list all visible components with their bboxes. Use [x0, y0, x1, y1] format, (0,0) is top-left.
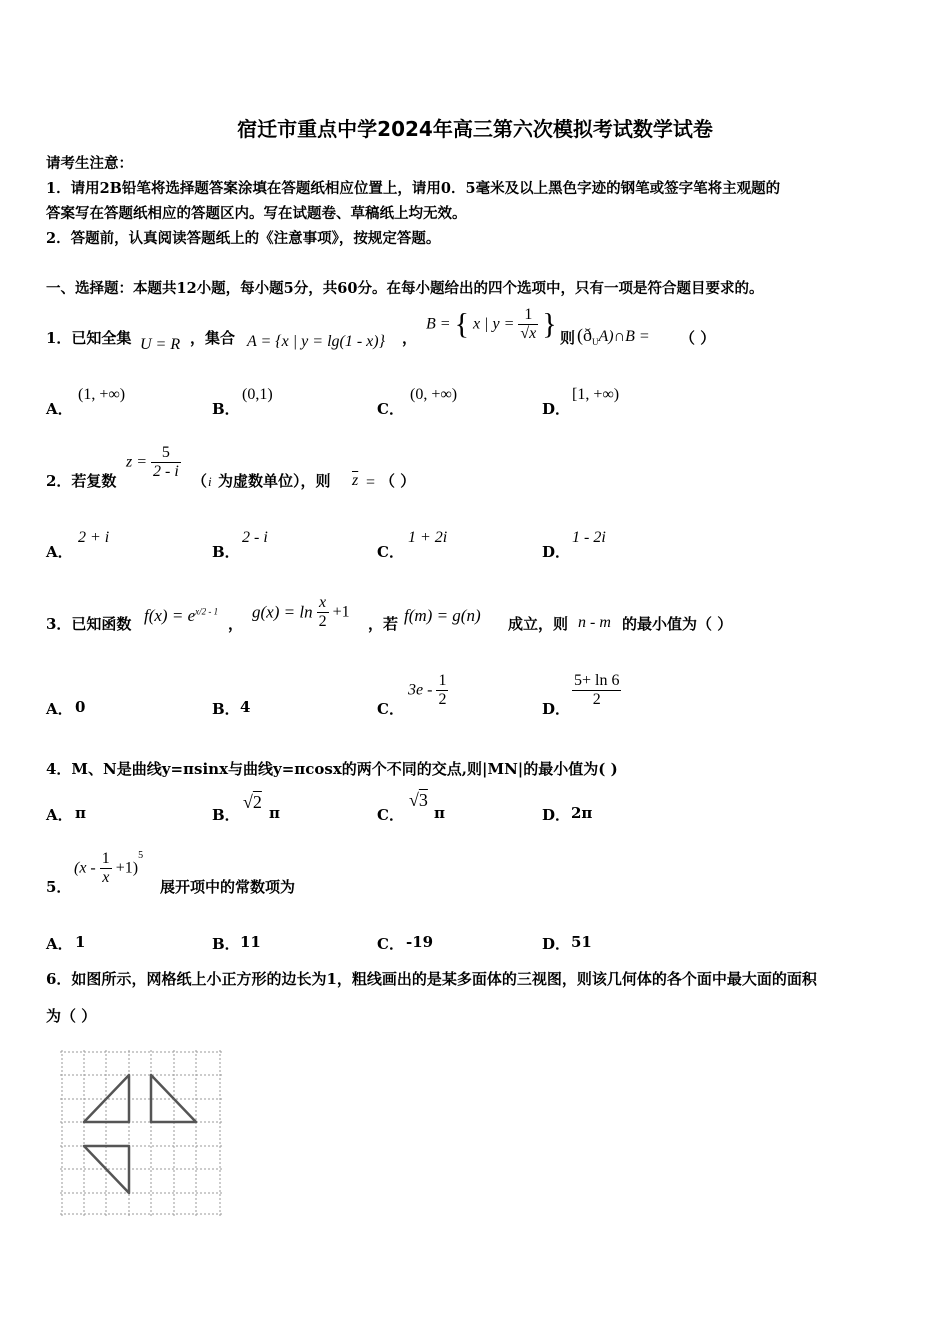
- q5-expr: [74, 850, 143, 887]
- q2-option-b-label: B．: [212, 543, 240, 561]
- q1-complement-end: A)∩B =: [598, 328, 650, 345]
- q4-option-a-label: A．: [46, 806, 73, 824]
- q1-frac-num: 1: [518, 306, 538, 325]
- q3-g-fraction: [317, 594, 329, 631]
- q2-z-expr: [126, 444, 181, 481]
- q6-stem-line-2: 为（ ）: [46, 1007, 97, 1025]
- q2-option-b-value: 2 - i: [242, 529, 268, 546]
- q6-stem-line-1: 6．如图所示，网格纸上小正方形的边长为1，粗线画出的是某多面体的三视图，则该几何体的各个面中最大面的面积: [46, 970, 817, 988]
- q2-fraction: [151, 444, 181, 481]
- q2-paren: （ ）: [380, 472, 416, 490]
- q5-frac-num: 1: [101, 850, 110, 867]
- q3-nm: n - m: [578, 614, 611, 631]
- q3-option-c-num: 1: [438, 672, 447, 689]
- q3-f-exp: x/2 - 1: [195, 606, 219, 617]
- q2-frac-den: 2 - i: [153, 463, 179, 480]
- q1-stem-d: 则: [560, 329, 576, 347]
- q3-option-d-label: D．: [542, 700, 571, 718]
- q3-stem-d: 的最小值为（ ）: [622, 615, 733, 633]
- q4-option-a-value: π: [75, 804, 86, 822]
- q3-condition: f(m) = g(n): [404, 606, 481, 625]
- q2-zbar: $\overline{z}$: [352, 472, 359, 489]
- top-view-triangle: [84, 1146, 129, 1193]
- q3-option-d-num: 5+ ln 6: [574, 672, 620, 689]
- q4-option-c-radical: √3: [409, 790, 428, 810]
- q1-set-b-inner: x | y =: [472, 315, 515, 333]
- q3-g-num: x: [317, 594, 329, 613]
- q3-stem-b: ，若: [368, 615, 399, 633]
- q4-option-b-radical: √2: [243, 792, 262, 812]
- q4-option-d-label: D．: [542, 806, 571, 824]
- notice-heading: 请考生注意：: [46, 155, 133, 172]
- q1-stem-a: 1．已知全集: [46, 329, 132, 347]
- q1-set-b: [426, 306, 557, 354]
- q5-expr-b: +1): [115, 859, 139, 877]
- q5-expr-a: (x -: [74, 859, 96, 877]
- q3-g-expr: [252, 594, 350, 631]
- q3-option-a-value: 0: [75, 698, 86, 716]
- q3-g-body: g(x) = ln: [252, 602, 313, 622]
- q5-fraction: [100, 850, 112, 887]
- q5-option-a-value: 1: [75, 933, 86, 951]
- q1-stem-b: ，集合: [190, 329, 236, 347]
- q1-option-d-value: [1, +∞): [572, 386, 620, 403]
- q4-option-c-radicand: 3: [418, 790, 428, 810]
- q4-option-d-value: 2π: [571, 804, 593, 822]
- q5-exp: 5: [138, 850, 144, 861]
- q1-stem-c: ，: [402, 329, 418, 347]
- q4-option-b-radicand: 2: [252, 792, 262, 812]
- q1-set-b-fraction: [518, 306, 538, 343]
- notice-line-1: 1．请用2B铅笔将选择题答案涂填在答题纸相应位置上，请用0．5毫米及以上黑色字迹的钢笔或签字笔将主观题的: [46, 180, 781, 197]
- three-view-figure: [60, 1050, 222, 1216]
- q5-number: 5．: [46, 878, 72, 896]
- q3-option-d-fraction: [572, 672, 621, 709]
- q1-option-c-value: (0, +∞): [410, 386, 458, 403]
- q2-frac-num: 5: [151, 444, 181, 463]
- q1-option-b-label: B．: [212, 400, 240, 418]
- q2-option-c-label: C．: [377, 543, 404, 561]
- q5-option-b-value: 11: [240, 933, 261, 951]
- q3-comma: ，: [228, 615, 244, 633]
- section-heading: 一、选择题：本题共12小题，每小题5分，共60分。在每小题给出的四个选项中，只有一项是符合题目要求的。: [46, 280, 764, 297]
- q5-option-d-label: D．: [542, 935, 571, 953]
- q1-option-a-label: A．: [46, 400, 73, 418]
- q5-option-a-label: A．: [46, 935, 73, 953]
- q1-set-b-lhs: B =: [426, 315, 451, 333]
- q3-stem-c: 成立，则: [508, 615, 569, 633]
- q5-stem: 展开项中的常数项为: [160, 878, 296, 896]
- q2-eq: =: [366, 474, 376, 491]
- q1-option-d-label: D．: [542, 400, 571, 418]
- q2-option-a-label: A．: [46, 543, 73, 561]
- q1-set-a: A = {x | y = lg(1 - x)}: [247, 333, 386, 350]
- notice-line-2: 答案写在答题纸相应的答题区内。写在试题卷、草稿纸上均无效。: [46, 205, 467, 222]
- q5-option-c-label: C．: [377, 935, 404, 953]
- q3-option-a-label: A．: [46, 700, 73, 718]
- q4-option-c-label: C．: [377, 806, 404, 824]
- q2-option-a-value: 2 + i: [78, 529, 110, 546]
- q3-g-den: 2: [318, 613, 327, 630]
- q1-option-c-label: C．: [377, 400, 404, 418]
- page-title: 宿迁市重点中学2024年高三第六次模拟考试数学试卷: [237, 117, 713, 141]
- q1-complement-expr: [577, 325, 650, 347]
- q1-brace-open: {: [454, 307, 469, 341]
- q1-brace-close: }: [542, 307, 557, 341]
- grid-lines: [60, 1050, 222, 1216]
- q3-option-c-fraction: [436, 672, 448, 709]
- q3-stem-a: 3．已知函数: [46, 615, 132, 633]
- q3-option-c-label: C．: [377, 700, 404, 718]
- q2-option-d-label: D．: [542, 543, 571, 561]
- q3-g-tail: +1: [332, 603, 350, 621]
- q4-stem: 4．M、N是曲线y=πsinx与曲线y=πcosx的两个不同的交点,则|MN|的最小值为( ): [46, 760, 618, 778]
- q5-option-d-value: 51: [571, 933, 592, 951]
- q3-f-body: f(x) = e: [144, 606, 196, 625]
- q2-i-char: i: [208, 474, 212, 489]
- q2-option-d-value: 1 - 2i: [572, 529, 606, 546]
- q3-option-b-label: B．: [212, 700, 240, 718]
- q3-option-b-value: 4: [240, 698, 251, 716]
- q2-option-c-value: 1 + 2i: [408, 529, 448, 546]
- q1-option-a-value: (1, +∞): [78, 386, 126, 403]
- q3-option-c-den: 2: [438, 691, 447, 708]
- q5-option-b-label: B．: [212, 935, 240, 953]
- q5-option-c-value: -19: [406, 933, 434, 951]
- q1-universal-set: U = R: [140, 336, 181, 353]
- q5-frac-den: x: [102, 869, 110, 886]
- q4-option-c-value: π: [434, 804, 445, 822]
- q3-option-d-den: 2: [592, 691, 601, 708]
- q3-f-expr: [144, 606, 218, 626]
- q4-option-b-label: B．: [212, 806, 240, 824]
- q1-complement-sub: U: [592, 337, 599, 348]
- q1-frac-den: √x: [520, 325, 537, 342]
- q2-stem-a: 2．若复数: [46, 472, 117, 490]
- q1-option-b-value: (0,1): [242, 386, 273, 403]
- q3-option-c-value: [408, 672, 448, 709]
- q2-z-lhs: z =: [126, 453, 148, 471]
- q1-paren: （ ）: [680, 329, 716, 347]
- notice-line-3: 2．答题前，认真阅读答题纸上的《注意事项》，按规定答题。: [46, 230, 441, 247]
- q1-complement: (ð: [577, 325, 592, 345]
- q2-stem-b: （: [192, 472, 208, 490]
- q4-option-b-value: π: [269, 804, 280, 822]
- q2-stem-c: 为虚数单位），则: [218, 472, 331, 490]
- q3-option-d-value: [572, 672, 621, 709]
- q3-option-c-body: 3e -: [408, 681, 433, 699]
